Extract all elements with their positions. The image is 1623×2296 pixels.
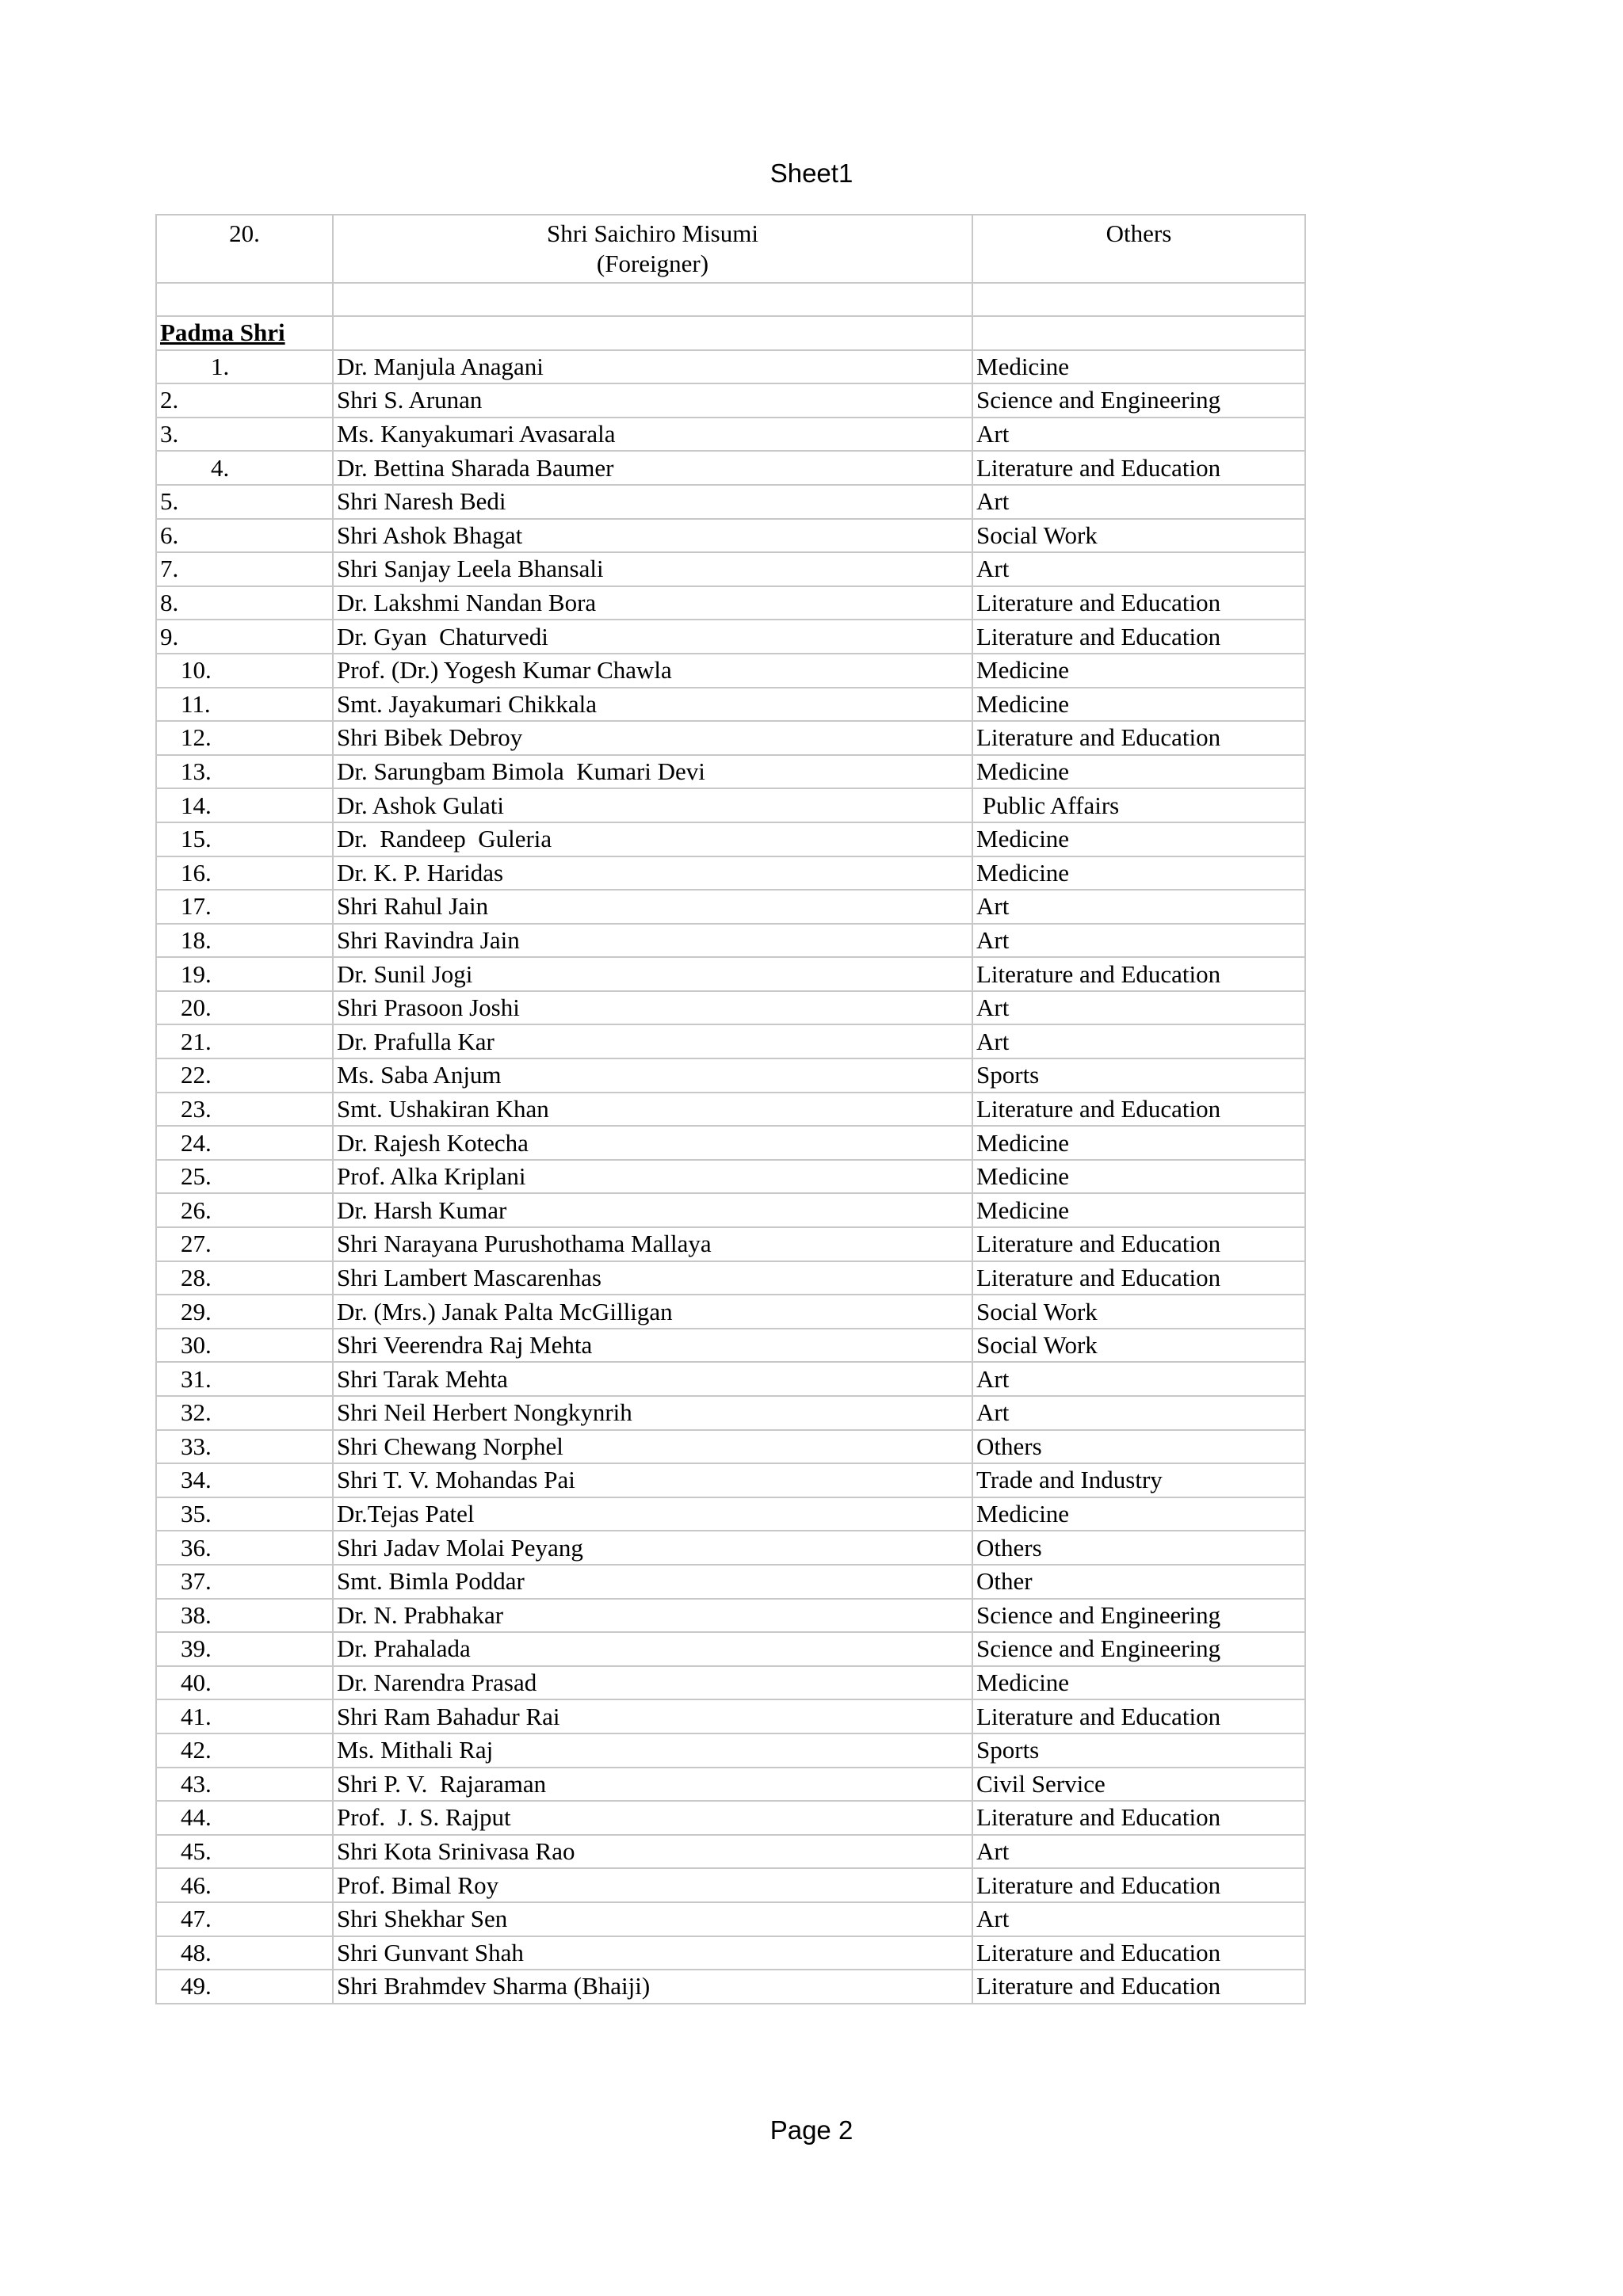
row-number: 31.	[156, 1362, 333, 1396]
page-label: Page 2	[769, 2115, 854, 2145]
award-field: Art	[972, 1835, 1305, 1869]
awardee-name: Dr. Ashok Gulati	[333, 788, 972, 822]
award-field: Others	[972, 1430, 1305, 1464]
award-field: Medicine	[972, 822, 1305, 856]
table-row	[156, 350, 1305, 384]
row-number: 33.	[156, 1430, 333, 1464]
award-field: Medicine	[972, 1193, 1305, 1227]
table-row	[156, 451, 1305, 485]
awardee-name: Dr. (Mrs.) Janak Palta McGilligan	[333, 1295, 972, 1329]
table-row	[156, 1565, 1305, 1599]
award-field: Sports	[972, 1733, 1305, 1768]
row-number: 21.	[156, 1024, 333, 1058]
row-number: 35.	[156, 1497, 333, 1531]
award-field: Medicine	[972, 1666, 1305, 1700]
table-row	[156, 1801, 1305, 1835]
awardee-name: Ms. Mithali Raj	[333, 1733, 972, 1768]
award-field: Literature and Education	[972, 1970, 1305, 2004]
table-row	[156, 1463, 1305, 1497]
award-field: Literature and Education	[972, 1227, 1305, 1261]
award-field: Civil Service	[972, 1768, 1305, 1802]
awardee-name: Smt. Jayakumari Chikkala	[333, 688, 972, 722]
section-heading-row	[156, 316, 1305, 350]
table-row	[156, 991, 1305, 1025]
row-number: 36.	[156, 1531, 333, 1565]
row-number: 41.	[156, 1699, 333, 1733]
row-number: 37.	[156, 1565, 333, 1599]
table-row	[156, 822, 1305, 856]
awardee-name: Shri Lambert Mascarenhas	[333, 1261, 972, 1295]
awardees-table-body	[156, 215, 1305, 2004]
blank-cell	[972, 283, 1305, 316]
award-field: Medicine	[972, 688, 1305, 722]
row-number: 34.	[156, 1463, 333, 1497]
table-row	[156, 1126, 1305, 1160]
table-row	[156, 1362, 1305, 1396]
award-field: Medicine	[972, 350, 1305, 384]
row-number: 49.	[156, 1970, 333, 2004]
award-field: Social Work	[972, 519, 1305, 553]
table-row	[156, 1261, 1305, 1295]
row-number: 47.	[156, 1902, 333, 1936]
awardee-name: Shri S. Arunan	[333, 383, 972, 418]
awardee-name: Shri Ashok Bhagat	[333, 519, 972, 553]
table-row	[156, 1733, 1305, 1768]
table-row	[156, 1632, 1305, 1666]
award-field: Medicine	[972, 1126, 1305, 1160]
awardee-name: Dr. Prafulla Kar	[333, 1024, 972, 1058]
award-field: Art	[972, 1024, 1305, 1058]
row-number: 13.	[156, 755, 333, 789]
row-number: 32.	[156, 1396, 333, 1430]
awardee-name: Dr. K. P. Haridas	[333, 856, 972, 891]
award-field: Medicine	[972, 1497, 1305, 1531]
awardee-name-line2: (Foreigner)	[596, 250, 709, 277]
award-field: Literature and Education	[972, 1699, 1305, 1733]
row-number: 20.	[156, 215, 333, 283]
row-number: 4.	[156, 451, 333, 485]
award-field: Others	[972, 1531, 1305, 1565]
award-field: Art	[972, 991, 1305, 1025]
award-field: Literature and Education	[972, 1093, 1305, 1127]
table-row	[156, 788, 1305, 822]
awardee-name: Dr. Sarungbam Bimola Kumari Devi	[333, 755, 972, 789]
awardees-table	[155, 214, 1306, 2004]
awardee-name: Dr. Randeep Guleria	[333, 822, 972, 856]
awardee-name: Dr. Harsh Kumar	[333, 1193, 972, 1227]
table-row	[156, 1193, 1305, 1227]
row-number: 48.	[156, 1936, 333, 1970]
row-number: 25.	[156, 1160, 333, 1194]
table-row	[156, 1599, 1305, 1633]
award-field: Art	[972, 552, 1305, 586]
row-number: 26.	[156, 1193, 333, 1227]
awardee-name: Shri Neil Herbert Nongkynrih	[333, 1396, 972, 1430]
award-field: Science and Engineering	[972, 1599, 1305, 1633]
awardee-name: Smt. Ushakiran Khan	[333, 1093, 972, 1127]
row-number: 10.	[156, 654, 333, 688]
row-number: 38.	[156, 1599, 333, 1633]
row-number: 7.	[156, 552, 333, 586]
awardee-name: Dr. Sunil Jogi	[333, 957, 972, 991]
awardee-name: Ms. Kanyakumari Avasarala	[333, 418, 972, 452]
row-number: 17.	[156, 890, 333, 924]
awardee-name: Dr. Gyan Chaturvedi	[333, 620, 972, 654]
table-row	[156, 1936, 1305, 1970]
award-field: Medicine	[972, 654, 1305, 688]
awardee-name: Shri Prasoon Joshi	[333, 991, 972, 1025]
awardee-name: Shri T. V. Mohandas Pai	[333, 1463, 972, 1497]
table-row	[156, 957, 1305, 991]
awardee-name: Shri Jadav Molai Peyang	[333, 1531, 972, 1565]
awardee-name: Smt. Bimla Poddar	[333, 1565, 972, 1599]
awardee-name: Dr. Bettina Sharada Baumer	[333, 451, 972, 485]
awardee-name: Shri Rahul Jain	[333, 890, 972, 924]
awardee-name: Shri Ravindra Jain	[333, 924, 972, 958]
awardee-name-line1: Shri Saichiro Misumi	[547, 219, 758, 247]
row-number: 15.	[156, 822, 333, 856]
award-field: Literature and Education	[972, 1261, 1305, 1295]
awardee-name: Dr. Lakshmi Nandan Bora	[333, 586, 972, 620]
awardee-name: Shri Tarak Mehta	[333, 1362, 972, 1396]
awardee-name: Dr. Prahalada	[333, 1632, 972, 1666]
award-field: Others	[972, 215, 1305, 283]
row-number: 44.	[156, 1801, 333, 1835]
award-field: Literature and Education	[972, 721, 1305, 755]
table-row	[156, 721, 1305, 755]
table-row	[156, 418, 1305, 452]
row-number: 29.	[156, 1295, 333, 1329]
row-number: 40.	[156, 1666, 333, 1700]
awardee-name: Shri Naresh Bedi	[333, 485, 972, 519]
awardee-name: Dr. Rajesh Kotecha	[333, 1126, 972, 1160]
table-row	[156, 1666, 1305, 1700]
award-field: Art	[972, 485, 1305, 519]
row-number: 28.	[156, 1261, 333, 1295]
award-field: Art	[972, 418, 1305, 452]
awardee-name: Shri P. V. Rajaraman	[333, 1768, 972, 1802]
award-field: Social Work	[972, 1295, 1305, 1329]
awardee-name: Dr. Manjula Anagani	[333, 350, 972, 384]
award-field: Science and Engineering	[972, 1632, 1305, 1666]
awardee-name: Ms. Saba Anjum	[333, 1058, 972, 1093]
sheet-title: Sheet1	[769, 158, 854, 188]
table-row	[156, 1396, 1305, 1430]
blank-cell	[156, 283, 333, 316]
awardee-name: Shri Bibek Debroy	[333, 721, 972, 755]
award-field: Literature and Education	[972, 1936, 1305, 1970]
table-row	[156, 1835, 1305, 1869]
table-row	[156, 519, 1305, 553]
award-field: Art	[972, 1902, 1305, 1936]
table-row	[156, 1058, 1305, 1093]
award-field: Other	[972, 1565, 1305, 1599]
row-number: 11.	[156, 688, 333, 722]
awardee-name: Shri Shekhar Sen	[333, 1902, 972, 1936]
row-number: 1.	[156, 350, 333, 384]
blank-cell	[972, 316, 1305, 350]
awardee-name: Shri Chewang Norphel	[333, 1430, 972, 1464]
awardee-name: Shri Brahmdev Sharma (Bhaiji)	[333, 1970, 972, 2004]
row-number: 46.	[156, 1868, 333, 1902]
row-number: 20.	[156, 991, 333, 1025]
award-field: Science and Engineering	[972, 383, 1305, 418]
awardee-name: Shri Kota Srinivasa Rao	[333, 1835, 972, 1869]
award-field: Literature and Education	[972, 957, 1305, 991]
row-number: 27.	[156, 1227, 333, 1261]
awardee-name: Shri Sanjay Leela Bhansali	[333, 552, 972, 586]
award-field: Social Work	[972, 1329, 1305, 1363]
table-row	[156, 586, 1305, 620]
table-row	[156, 1227, 1305, 1261]
row-number: 39.	[156, 1632, 333, 1666]
award-field: Medicine	[972, 755, 1305, 789]
row-number: 42.	[156, 1733, 333, 1768]
awardee-name: Shri Ram Bahadur Rai	[333, 1699, 972, 1733]
awardee-name: Prof. Alka Kriplani	[333, 1160, 972, 1194]
award-field: Art	[972, 1362, 1305, 1396]
row-number: 3.	[156, 418, 333, 452]
awardee-name: Prof. J. S. Rajput	[333, 1801, 972, 1835]
award-field: Literature and Education	[972, 451, 1305, 485]
table-row	[156, 1430, 1305, 1464]
table-row	[156, 924, 1305, 958]
awardee-name: Shri Veerendra Raj Mehta	[333, 1329, 972, 1363]
award-field: Literature and Education	[972, 1801, 1305, 1835]
row-number: 23.	[156, 1093, 333, 1127]
award-field: Art	[972, 1396, 1305, 1430]
award-field: Trade and Industry	[972, 1463, 1305, 1497]
awardee-name: Dr.Tejas Patel	[333, 1497, 972, 1531]
row-number: 16.	[156, 856, 333, 891]
table-row	[156, 1497, 1305, 1531]
award-field: Sports	[972, 1058, 1305, 1093]
row-number: 14.	[156, 788, 333, 822]
row-number: 19.	[156, 957, 333, 991]
awardee-name: Prof. Bimal Roy	[333, 1868, 972, 1902]
table-row	[156, 890, 1305, 924]
awardee-name: Shri Gunvant Shah	[333, 1936, 972, 1970]
row-number: 43.	[156, 1768, 333, 1802]
table-row	[156, 856, 1305, 891]
blank-cell	[333, 283, 972, 316]
table-row	[156, 215, 1305, 283]
row-number: 18.	[156, 924, 333, 958]
awardee-name: Dr. N. Prabhakar	[333, 1599, 972, 1633]
row-number: 9.	[156, 620, 333, 654]
row-number: 12.	[156, 721, 333, 755]
table-row	[156, 1699, 1305, 1733]
table-row	[156, 485, 1305, 519]
table-row	[156, 1329, 1305, 1363]
award-field: Art	[972, 890, 1305, 924]
awardee-name: Dr. Narendra Prasad	[333, 1666, 972, 1700]
award-field: Medicine	[972, 1160, 1305, 1194]
row-number: 22.	[156, 1058, 333, 1093]
award-field: Medicine	[972, 856, 1305, 891]
award-field: Literature and Education	[972, 586, 1305, 620]
awardee-name	[333, 215, 972, 283]
award-field: Literature and Education	[972, 1868, 1305, 1902]
award-field: Literature and Education	[972, 620, 1305, 654]
table-row	[156, 1970, 1305, 2004]
row-number: 8.	[156, 586, 333, 620]
table-row	[156, 1160, 1305, 1194]
table-row	[156, 1768, 1305, 1802]
table-row	[156, 1295, 1305, 1329]
awardee-name: Prof. (Dr.) Yogesh Kumar Chawla	[333, 654, 972, 688]
table-row	[156, 383, 1305, 418]
table-row	[156, 1902, 1305, 1936]
section-heading: Padma Shri	[156, 316, 333, 350]
blank-row	[156, 283, 1305, 316]
table-row	[156, 552, 1305, 586]
table-row	[156, 1093, 1305, 1127]
table-row	[156, 755, 1305, 789]
row-number: 6.	[156, 519, 333, 553]
award-field: Art	[972, 924, 1305, 958]
awardee-name: Shri Narayana Purushothama Mallaya	[333, 1227, 972, 1261]
table-row	[156, 1531, 1305, 1565]
table-row	[156, 620, 1305, 654]
row-number: 24.	[156, 1126, 333, 1160]
row-number: 2.	[156, 383, 333, 418]
table-row	[156, 1868, 1305, 1902]
award-field: Public Affairs	[972, 788, 1305, 822]
row-number: 30.	[156, 1329, 333, 1363]
table-row	[156, 654, 1305, 688]
blank-cell	[333, 316, 972, 350]
row-number: 5.	[156, 485, 333, 519]
table-row	[156, 1024, 1305, 1058]
table-row	[156, 688, 1305, 722]
row-number: 45.	[156, 1835, 333, 1869]
